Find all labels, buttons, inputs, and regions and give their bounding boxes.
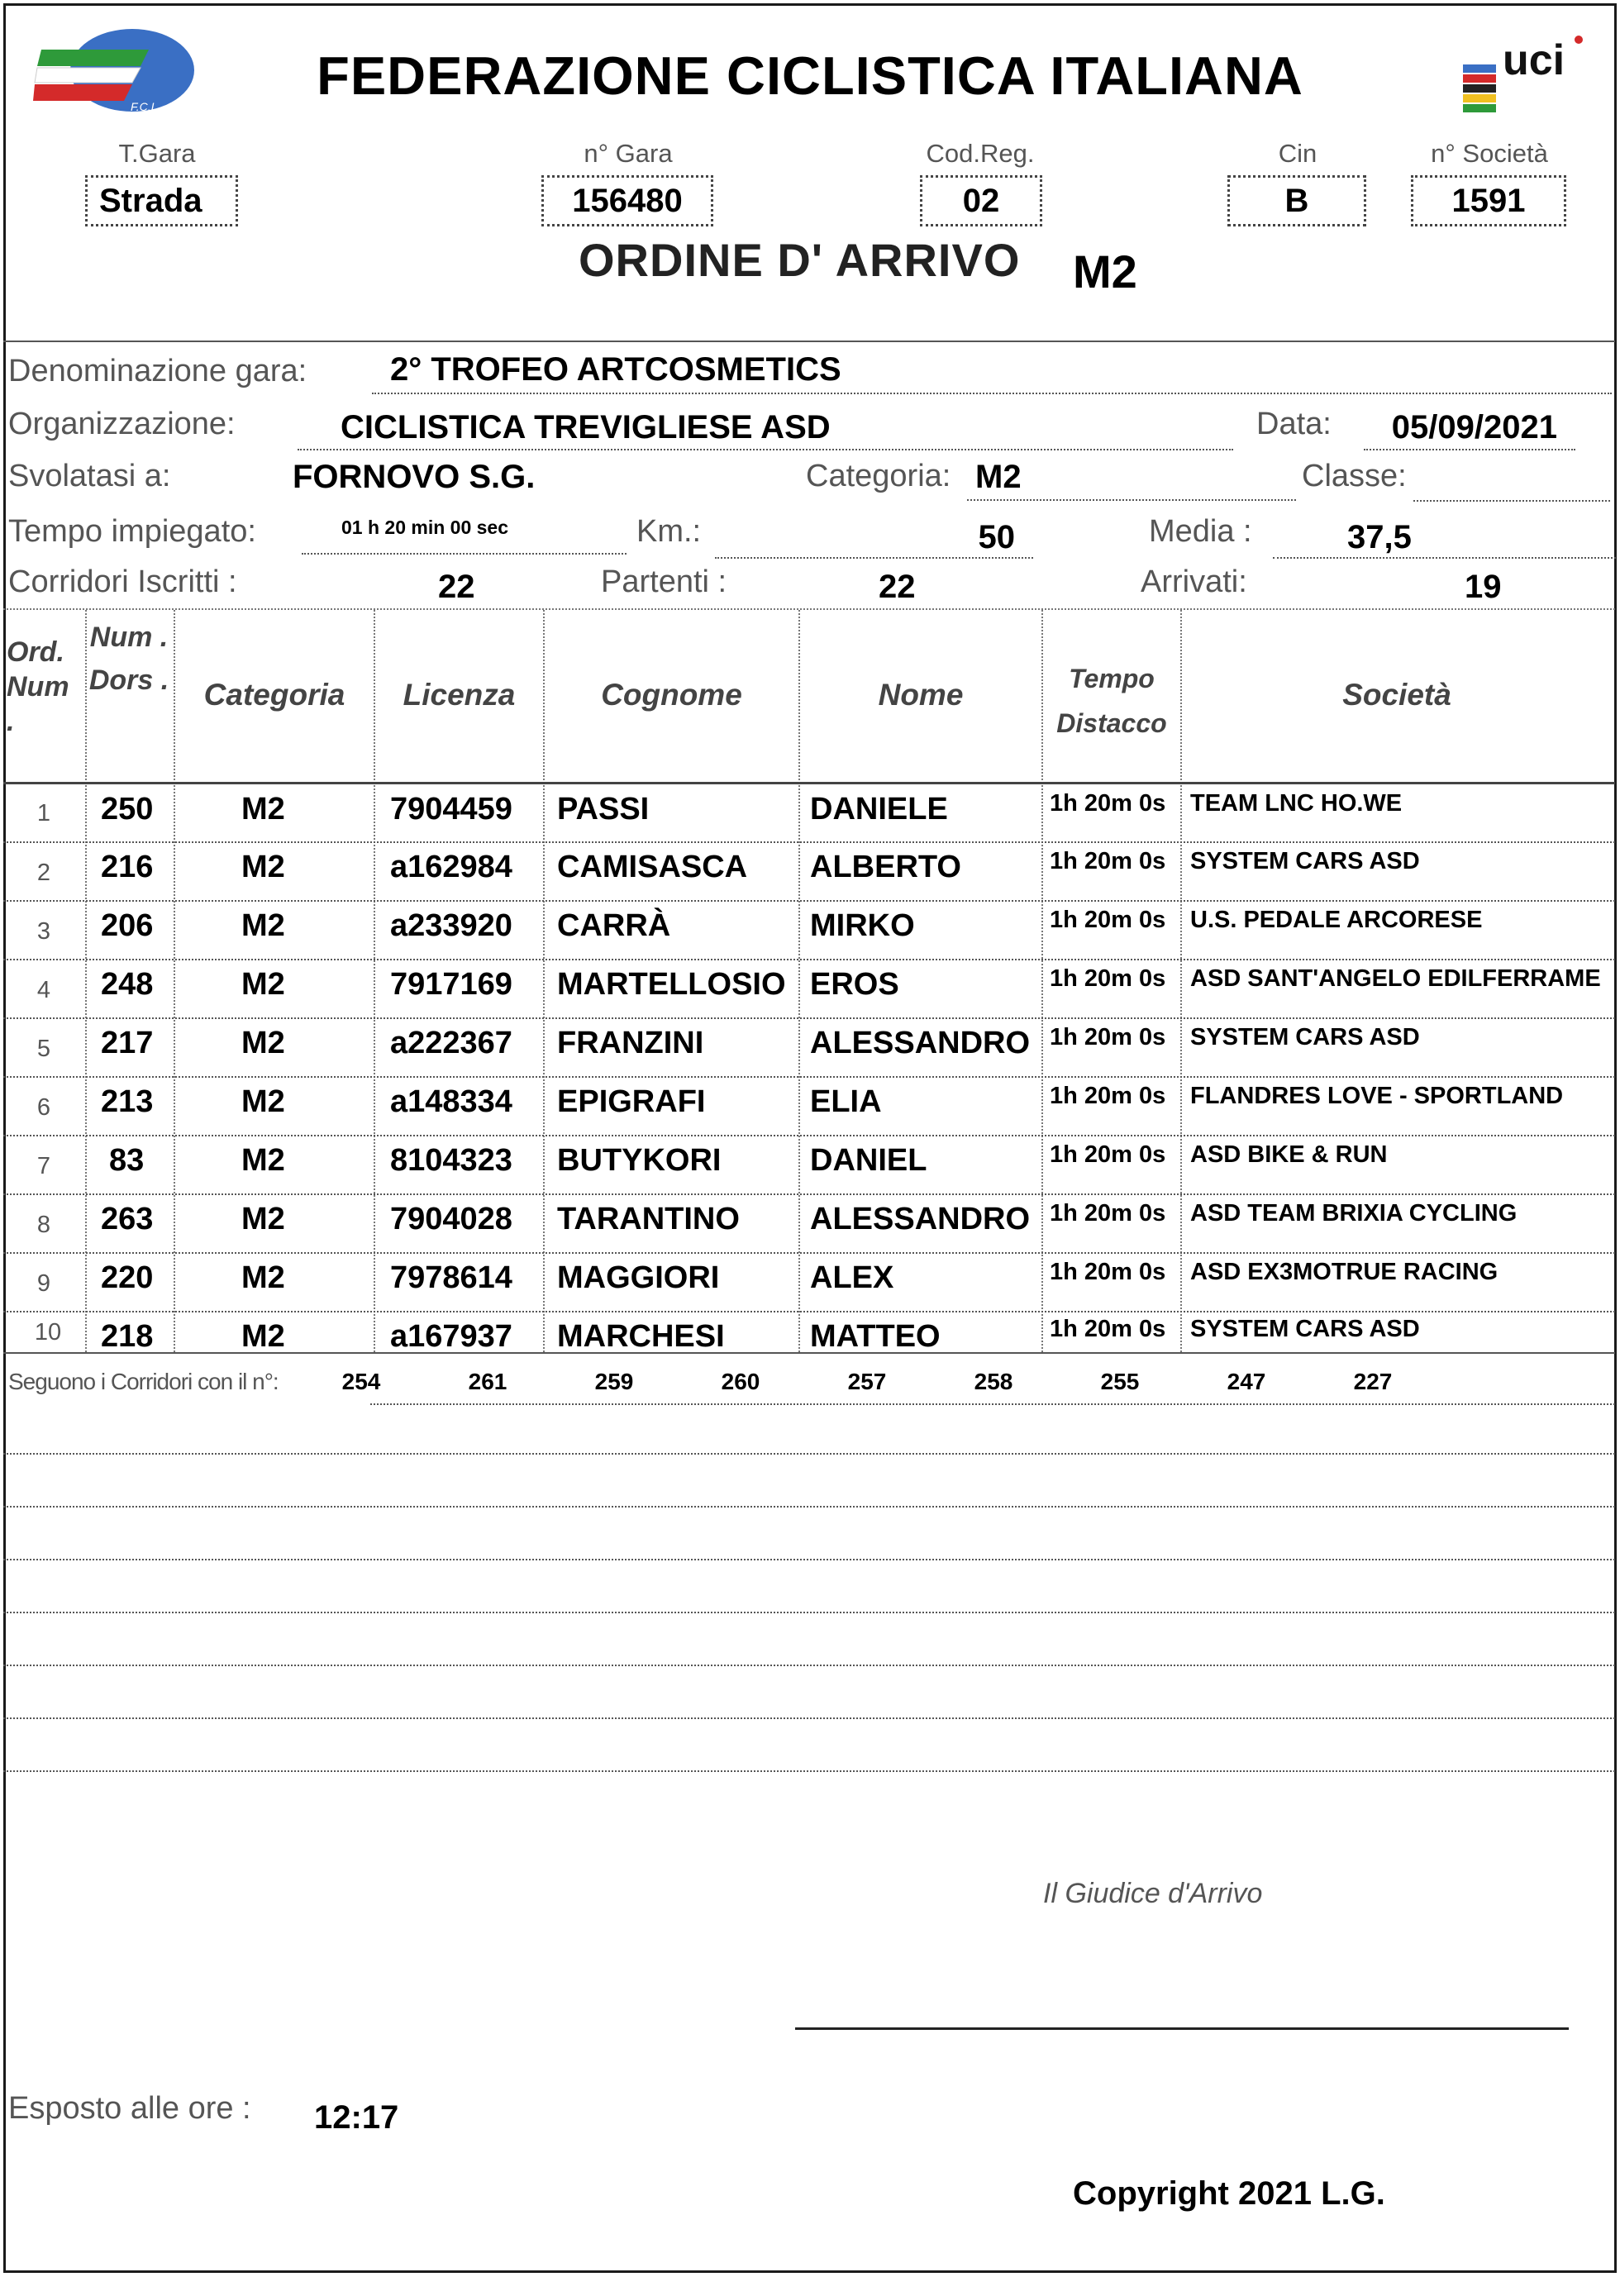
societa-cell: TEAM LNC HO.WE	[1190, 790, 1403, 817]
ord-cell: 6	[36, 1094, 51, 1121]
cat-cell: M2	[241, 1026, 285, 1060]
iscritti-value: 22	[438, 569, 475, 605]
societa-cell: FLANDRES LOVE - SPORTLAND	[1190, 1083, 1564, 1109]
tempo-cell: 1h 20m 0s	[1050, 1200, 1166, 1227]
seguono-number: 258	[974, 1369, 1013, 1394]
header-dors: Num . Dors .	[88, 622, 169, 696]
blank-line	[3, 1506, 1615, 1508]
header-licenza: Licenza	[403, 678, 516, 712]
ord-cell: 2	[36, 860, 51, 886]
lic-cell: 7917169	[390, 967, 512, 1002]
nome-cell: MATTEO	[810, 1319, 941, 1354]
blank-line	[3, 1612, 1615, 1613]
lic-cell: 8104323	[390, 1143, 512, 1178]
row-divider	[3, 1352, 1615, 1354]
partenti-value: 22	[879, 569, 916, 605]
dors-cell: 213	[101, 1084, 154, 1119]
dors-cell: 206	[101, 908, 154, 943]
cognome-cell: CAMISASCA	[557, 850, 748, 884]
tempo-cell: 1h 20m 0s	[1050, 907, 1166, 933]
tempo-cell: 1h 20m 0s	[1050, 790, 1166, 817]
cat-cell: M2	[241, 1260, 285, 1295]
cognome-cell: EPIGRAFI	[557, 1084, 706, 1119]
societa-cell: U.S. PEDALE ARCORESE	[1190, 907, 1483, 933]
table-row	[0, 1078, 1620, 1136]
iscritti-label: Corridori Iscritti :	[8, 564, 237, 599]
partenti-label: Partenti :	[601, 564, 727, 599]
table-row	[0, 1312, 1620, 1352]
uci-logo-text: uci	[1503, 36, 1565, 84]
doc-title: ORDINE D' ARRIVO	[579, 234, 1021, 286]
cognome-cell: BUTYKORI	[557, 1143, 722, 1178]
tempo-cell: 1h 20m 0s	[1050, 1083, 1166, 1109]
cognome-cell: PASSI	[557, 792, 650, 826]
dors-cell: 217	[101, 1026, 154, 1060]
header-nome: Nome	[878, 678, 964, 712]
esposto-label: Esposto alle ore :	[8, 2091, 251, 2126]
signature-line	[795, 2027, 1569, 2030]
dors-cell: 216	[101, 850, 154, 884]
categoria-underline	[967, 499, 1296, 501]
cognome-cell: MARTELLOSIO	[557, 967, 786, 1002]
ord-cell: 5	[36, 1036, 51, 1062]
header-ord: Ord. Num .	[7, 636, 69, 737]
blank-line	[3, 1559, 1615, 1560]
ord-cell: 1	[36, 800, 51, 826]
cognome-cell: TARANTINO	[557, 1202, 740, 1236]
cat-cell: M2	[241, 1202, 285, 1236]
n-societa-field: 1591	[1411, 175, 1566, 226]
tempo-cell: 1h 20m 0s	[1050, 1141, 1166, 1168]
nome-cell: ELIA	[810, 1084, 882, 1119]
cat-cell: M2	[241, 1143, 285, 1178]
tempo-cell: 1h 20m 0s	[1050, 1316, 1166, 1342]
seguono-number: 247	[1227, 1369, 1266, 1394]
header-cognome: Cognome	[601, 678, 742, 712]
copyright: Copyright 2021 L.G.	[1073, 2175, 1385, 2212]
nome-cell: EROS	[810, 967, 899, 1002]
categoria-value: M2	[975, 459, 1022, 495]
divider	[3, 608, 1615, 610]
cin-field: B	[1227, 175, 1366, 226]
nome-cell: ALESSANDRO	[810, 1026, 1031, 1060]
organizzazione-value: CICLISTICA TREVIGLIESE ASD	[298, 409, 1233, 450]
ord-cell: 3	[36, 918, 51, 945]
ord-cell: 7	[36, 1153, 51, 1179]
km-label: Km.:	[636, 514, 702, 549]
lic-cell: a162984	[390, 850, 512, 884]
fci-logo-text: F.C.I.	[131, 100, 158, 113]
nome-cell: DANIEL	[810, 1143, 927, 1178]
ord-cell: 9	[36, 1270, 51, 1297]
table-row	[0, 843, 1620, 902]
societa-cell: SYSTEM CARS ASD	[1190, 848, 1420, 874]
cat-cell: M2	[241, 908, 285, 943]
data-label: Data:	[1256, 407, 1332, 441]
tempo-cell: 1h 20m 0s	[1050, 965, 1166, 992]
arrivati-label: Arrivati:	[1141, 564, 1247, 599]
organizzazione-label: Organizzazione:	[8, 407, 236, 441]
seguono-label: Seguono i Corridori con il n°:	[8, 1369, 279, 1394]
cognome-cell: MARCHESI	[557, 1319, 725, 1354]
tempo-label: Tempo impiegato:	[8, 514, 256, 549]
table-row	[0, 1195, 1620, 1254]
societa-cell: ASD BIKE & RUN	[1190, 1141, 1388, 1168]
seguono-number: 254	[341, 1369, 381, 1394]
header-societa: Società	[1342, 678, 1451, 712]
seguono-number: 257	[847, 1369, 887, 1394]
n-societa-label: n° Società	[1431, 139, 1548, 168]
tempo-value: 01 h 20 min 00 sec	[302, 517, 627, 555]
nome-cell: ALEX	[810, 1260, 894, 1295]
lic-cell: 7904459	[390, 792, 512, 826]
header-categoria: Categoria	[203, 678, 345, 712]
lic-cell: a167937	[390, 1319, 512, 1354]
dors-cell: 250	[101, 792, 154, 826]
tempo-cell: 1h 20m 0s	[1050, 848, 1166, 874]
societa-cell: ASD SANT'ANGELO EDILFERRAME	[1190, 965, 1601, 992]
ord-cell: 8	[36, 1212, 51, 1238]
ord-cell: 10	[34, 1319, 62, 1346]
dors-cell: 263	[101, 1202, 154, 1236]
dors-cell: 218	[101, 1319, 154, 1354]
lic-cell: 7978614	[390, 1260, 512, 1295]
page-title: FEDERAZIONE CICLISTICA ITALIANA	[317, 45, 1303, 106]
svolta-label: Svolatasi a:	[8, 459, 171, 493]
seguono-number: 261	[468, 1369, 507, 1394]
dors-cell: 220	[101, 1260, 154, 1295]
societa-cell: ASD EX3MOTRUE RACING	[1190, 1259, 1498, 1285]
table-row	[0, 1019, 1620, 1078]
tempo-cell: 1h 20m 0s	[1050, 1259, 1166, 1285]
cat-cell: M2	[241, 792, 285, 826]
svolta-value: FORNOVO S.G.	[293, 459, 536, 495]
cognome-cell: FRANZINI	[557, 1026, 704, 1060]
seguono-number: 260	[721, 1369, 760, 1394]
judge-label: Il Giudice d'Arrivo	[1043, 1878, 1263, 1909]
tempo-cell: 1h 20m 0s	[1050, 1024, 1166, 1050]
categoria-label: Categoria:	[806, 459, 951, 493]
n-gara-label: n° Gara	[584, 139, 673, 168]
table-row	[0, 902, 1620, 960]
blank-line	[3, 1717, 1615, 1719]
header-tempo: Tempo Distacco	[1056, 664, 1167, 738]
cat-cell: M2	[241, 1319, 285, 1354]
nome-cell: MIRKO	[810, 908, 915, 943]
seguono-underline	[370, 1403, 1615, 1405]
societa-cell: ASD TEAM BRIXIA CYCLING	[1190, 1200, 1518, 1227]
lic-cell: 7904028	[390, 1202, 512, 1236]
table-row	[0, 784, 1620, 842]
cognome-cell: CARRÀ	[557, 908, 671, 943]
media-label: Media :	[1149, 514, 1252, 549]
nome-cell: ALBERTO	[810, 850, 961, 884]
seguono-number: 259	[594, 1369, 634, 1394]
lic-cell: a148334	[390, 1084, 512, 1119]
cat-cell: M2	[241, 967, 285, 1002]
blank-line	[3, 1453, 1615, 1455]
lic-cell: a222367	[390, 1026, 512, 1060]
km-value: 50	[715, 519, 1033, 559]
esposto-value: 12:17	[314, 2099, 399, 2136]
table-row	[0, 960, 1620, 1019]
category-heading: M2	[1073, 245, 1137, 298]
societa-cell: SYSTEM CARS ASD	[1190, 1316, 1420, 1342]
t-gara-label: T.Gara	[118, 139, 196, 168]
nome-cell: DANIELE	[810, 792, 948, 826]
table-row	[0, 1254, 1620, 1312]
dors-cell: 248	[101, 967, 154, 1002]
dors-cell: 83	[109, 1143, 145, 1178]
cod-reg-label: Cod.Reg.	[926, 139, 1035, 168]
cat-cell: M2	[241, 850, 285, 884]
denominazione-label: Denominazione gara:	[8, 354, 307, 388]
denominazione-value: 2° TROFEO ARTCOSMETICS	[372, 351, 1612, 394]
nome-cell: ALESSANDRO	[810, 1202, 1031, 1236]
media-value: 37,5	[1273, 519, 1616, 559]
blank-line	[3, 1665, 1615, 1666]
cod-reg-field: 02	[920, 175, 1042, 226]
divider	[3, 341, 1615, 342]
cat-cell: M2	[241, 1084, 285, 1119]
societa-cell: SYSTEM CARS ASD	[1190, 1024, 1420, 1050]
ord-cell: 4	[36, 977, 51, 1003]
seguono-number: 227	[1353, 1369, 1393, 1394]
cognome-cell: MAGGIORI	[557, 1260, 720, 1295]
data-value: 05/09/2021	[1364, 409, 1575, 450]
seguono-number: 255	[1100, 1369, 1140, 1394]
uci-logo	[1455, 23, 1587, 122]
table-row	[0, 1136, 1620, 1195]
lic-cell: a233920	[390, 908, 512, 943]
classe-value	[1413, 459, 1610, 502]
cin-label: Cin	[1278, 139, 1317, 168]
n-gara-field: 156480	[541, 175, 713, 226]
t-gara-field: Strada	[85, 175, 238, 226]
blank-line	[3, 1770, 1615, 1772]
arrivati-value: 19	[1465, 569, 1502, 605]
classe-label: Classe:	[1302, 459, 1407, 493]
